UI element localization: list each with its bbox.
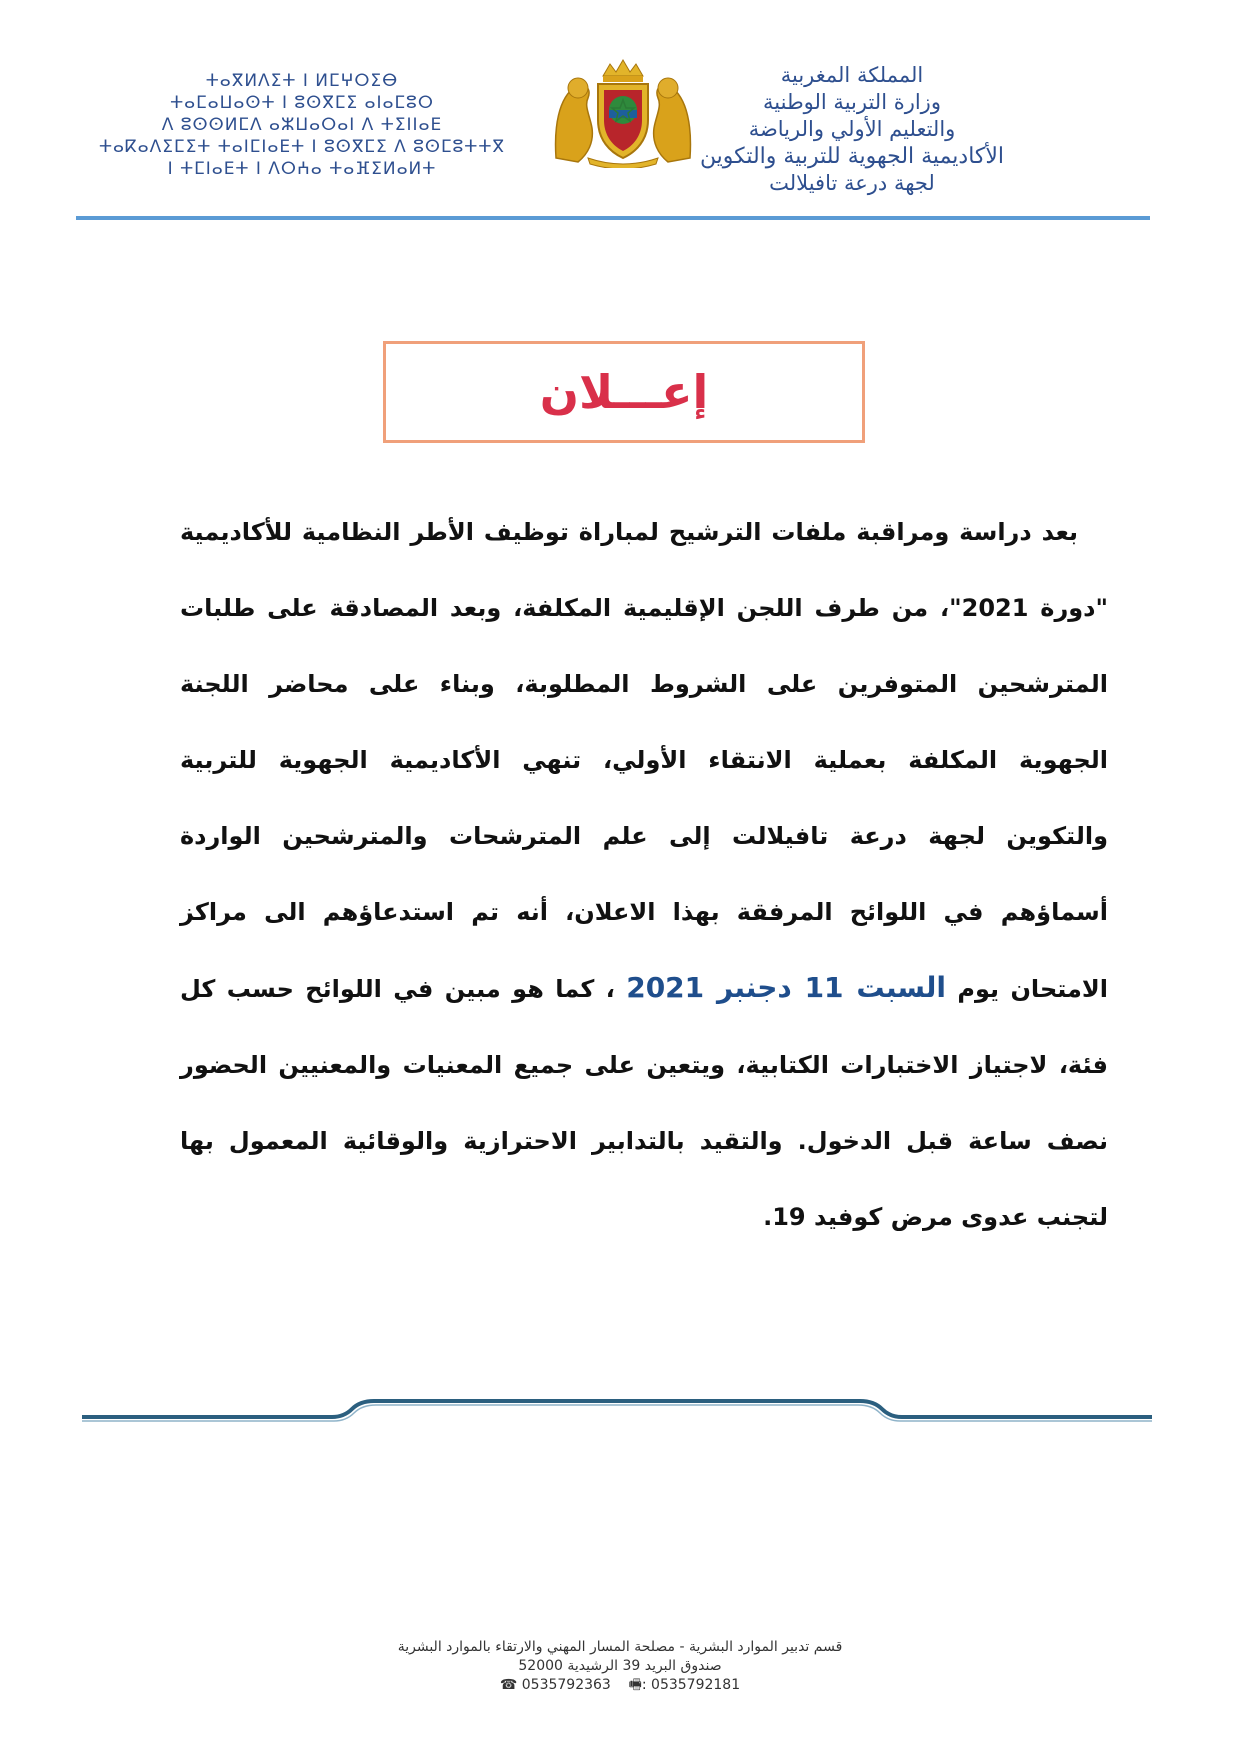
announcement-body	[180, 494, 1108, 1255]
announcement-title-box	[383, 341, 865, 443]
body-part-1: بعد دراسة ومراقبة ملفات الترشيح لمباراة توظيف الأطر النظامية للأكاديمية "دورة 2021"، من طرف اللجن الإقليمية المكلفة، وبعد المصادقة على طلبات المترشحين المتوفرين على الشروط المطلوبة، وبناء على محاضر اللجنة الجهوية المكلفة بعملية الانتقاء الأولي، تنهي الأكاديمية الجهوية للتربية والتكوين لجهة درعة تافيلالت إلى علم المترشحات والمترشحين الواردة أسماؤهم في اللوائح المرفقة بهذا الاعلان، أنه تم استدعاؤهم الى مراكز الامتحان يوم	[180, 518, 1109, 1003]
footer-contact	[300, 1638, 940, 1695]
body-part-2: ، كما هو مبين في اللوائح حسب كل فئة، لاجتياز الاختبارات الكتابية، ويتعين على جميع المعنيات والمعنيين الحضور نصف ساعة قبل الدخول. والتقيد بالتدابير الاحترازية والوقائية المعمول بها لتجنب عدوى مرض كوفيد 19.	[180, 975, 1108, 1231]
phone-icon: ☎	[499, 1677, 518, 1693]
exam-date: السبت 11 دجنبر 2021	[626, 971, 946, 1004]
footer-department: قسم تدبير الموارد البشرية - مصلحة المسار المهني والارتقاء بالموارد البشرية	[397, 1639, 843, 1655]
royal-emblem-icon	[548, 58, 698, 168]
announcement-title: إعـــلان	[539, 365, 709, 419]
tifinagh-line-4: ⵜⴰⴽⴰⴷⵉⵎⵉⵜ ⵜⴰⵏⵎⵏⴰⴹⵜ ⵏ ⵓⵙⴳⵎⵉ ⴷ ⵓⵙⵎⵓⵜⵜⴳ	[98, 137, 506, 157]
header-divider	[76, 216, 1150, 220]
fax-icon: 🖷	[628, 1677, 642, 1693]
tifinagh-line-5: ⵏ ⵜⵎⵏⴰⴹⵜ ⵏ ⴷⵔⵄⴰ ⵜⴰⴼⵉⵍⴰⵍⵜ	[167, 159, 437, 179]
arabic-line-ministry: وزارة التربية الوطنية	[763, 90, 941, 114]
tifinagh-line-3: ⴷ ⵓⵙⵙⵍⵎⴷ ⴰⵣⵡⴰⵔⴰⵏ ⴷ ⵜⵉⵏⵏⴰⴹ	[161, 115, 443, 135]
footer-po-box: صندوق البريد 39 الرشيدية 52000	[518, 1658, 722, 1674]
announcement-paragraph	[180, 494, 1108, 1255]
footer-divider	[82, 1395, 1152, 1435]
arabic-line-kingdom: المملكة المغربية	[780, 63, 924, 87]
tifinagh-line-1: ⵜⴰⴳⵍⴷⵉⵜ ⵏ ⵍⵎⵖⵔⵉⴱ	[205, 71, 399, 91]
arabic-line-ministry-2: والتعليم الأولي والرياضة	[748, 117, 956, 141]
footer-fax: 0535792181	[651, 1677, 741, 1693]
tifinagh-letterhead	[52, 70, 552, 180]
footer-phone: 0535792363	[521, 1677, 611, 1693]
letterhead	[0, 0, 1240, 230]
arabic-line-region: لجهة درعة تافيلالت	[769, 171, 935, 195]
tifinagh-line-2: ⵜⴰⵎⴰⵡⴰⵙⵜ ⵏ ⵓⵙⴳⵎⵉ ⴰⵏⴰⵎⵓⵔ	[170, 93, 434, 113]
footer-contacts: ☎ 0535792363 🖷: 0535792181	[499, 1677, 741, 1693]
arabic-line-academy: الأكاديمية الجهوية للتربية والتكوين	[699, 144, 1005, 169]
